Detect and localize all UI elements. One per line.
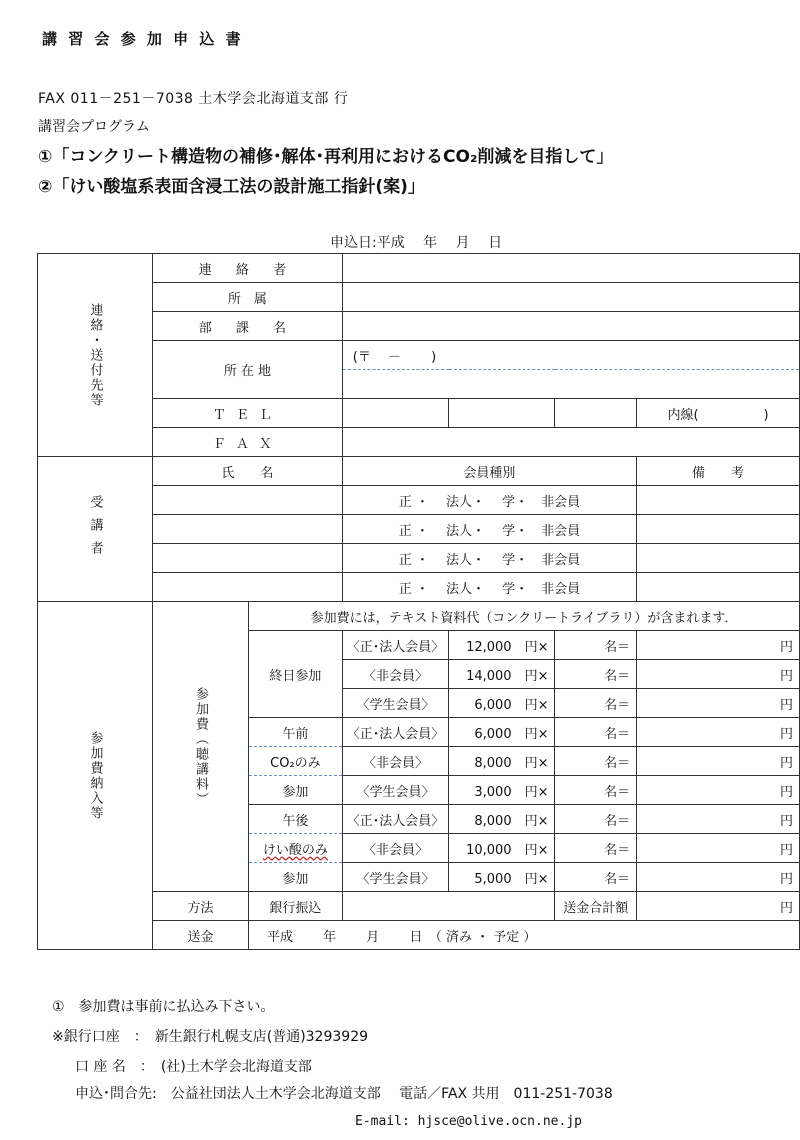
attendee-count-field[interactable]: 名＝ [555, 660, 637, 689]
remarks-field[interactable] [637, 544, 800, 573]
contact-person-field[interactable] [342, 254, 799, 283]
member-type-options[interactable]: 正 ・ 法人・ 学・ 非会員 [342, 544, 636, 573]
attendee-count-field[interactable]: 名＝ [555, 776, 637, 805]
postal-code-field[interactable] [342, 341, 799, 370]
tel-field-1[interactable] [342, 399, 449, 428]
attendees-section-label: 受講者 [38, 457, 153, 602]
fee-type: 〈学生会員〉 [342, 863, 449, 892]
fax-field[interactable] [342, 428, 799, 457]
fax-destination: FAX 011－251－7038 土木学会北海道支部 行 [38, 91, 349, 107]
remarks-field[interactable] [637, 486, 800, 515]
application-form-table [37, 253, 800, 950]
attendee-count-field[interactable]: 名＝ [555, 718, 637, 747]
fee-price: 14,000 円× [449, 660, 555, 689]
account-name: 口 座 名 ： (社)土木学会北海道支部 [75, 1059, 312, 1075]
subtotal-field[interactable]: 円 [637, 776, 800, 805]
subtotal-field[interactable]: 円 [637, 805, 800, 834]
contact-person-label: 連 絡 者 [153, 254, 343, 283]
fee-price: 8,000 円× [449, 805, 555, 834]
member-type-options[interactable]: 正 ・ 法人・ 学・ 非会員 [342, 573, 636, 602]
tel-field-2[interactable] [449, 399, 555, 428]
attendee-name-field[interactable] [153, 515, 343, 544]
total-amount-field[interactable]: 円 [637, 892, 800, 921]
remarks-field[interactable] [637, 573, 800, 602]
remarks-field[interactable] [637, 515, 800, 544]
attendee-count-field[interactable]: 名＝ [555, 863, 637, 892]
subtotal-field[interactable]: 円 [637, 718, 800, 747]
member-type-options[interactable]: 正 ・ 法人・ 学・ 非会員 [342, 515, 636, 544]
member-type-options[interactable]: 正 ・ 法人・ 学・ 非会員 [342, 486, 636, 515]
group-label-pm-silicate: けい酸のみ [249, 834, 343, 863]
subtotal-field[interactable]: 円 [637, 863, 800, 892]
name-header: 氏 名 [153, 457, 343, 486]
contact-section-label: 連絡・送付先等 [38, 254, 153, 457]
fee-type: 〈非会員〉 [342, 747, 449, 776]
affiliation-field[interactable] [342, 283, 799, 312]
member-type-header: 会員種別 [342, 457, 636, 486]
fee-type: 〈非会員〉 [342, 660, 449, 689]
group-label-pm: 午後 [249, 805, 343, 834]
fee-price: 8,000 円× [449, 747, 555, 776]
subtotal-field[interactable]: 円 [637, 834, 800, 863]
attendee-count-field[interactable]: 名＝ [555, 805, 637, 834]
fee-type: 〈正･法人会員〉 [342, 718, 449, 747]
attendee-name-field[interactable] [153, 486, 343, 515]
method-label: 方法 [153, 892, 249, 921]
group-label-am: 午前 [249, 718, 343, 747]
total-label: 送金合計額 [555, 892, 637, 921]
department-label: 部 課 名 [153, 312, 343, 341]
department-field[interactable] [342, 312, 799, 341]
extension-field[interactable]: 内線( ) [637, 399, 800, 428]
remit-label: 送金 [153, 921, 249, 950]
fee-price: 10,000 円× [449, 834, 555, 863]
affiliation-label: 所 属 [153, 283, 343, 312]
fee-type: 〈学生会員〉 [342, 776, 449, 805]
fee-price: 6,000 円× [449, 689, 555, 718]
fee-note: 参加費には，テキスト資料代（コンクリートライブラリ）が含まれます． [249, 602, 800, 631]
inquiry-contact: 申込･問合先: 公益社団法人土木学会北海道支部 電話／FAX 共用 011-251-7038 [75, 1086, 613, 1102]
application-date: 申込日:平成 年 月 日 [330, 235, 503, 251]
method-extra-field[interactable] [342, 892, 555, 921]
program-item-1: ①「コンクリート構造物の補修･解体･再利用におけるCO₂削減を目指して」 [38, 147, 614, 167]
group-label-am-join: 参加 [249, 776, 343, 805]
attendee-count-field[interactable]: 名＝ [555, 631, 637, 660]
group-label-full-day: 終日参加 [249, 631, 343, 718]
fee-type: 〈非会員〉 [342, 834, 449, 863]
fee-type: 〈正･法人会員〉 [342, 631, 449, 660]
fees-section-label: 参加費納入等 [38, 602, 153, 950]
fax-label: ＦＡＸ [153, 428, 343, 457]
subtotal-field[interactable]: 円 [637, 747, 800, 776]
attendee-count-field[interactable]: 名＝ [555, 689, 637, 718]
attendee-count-field[interactable]: 名＝ [555, 747, 637, 776]
address-label: 所 在 地 [153, 341, 343, 399]
fee-price: 5,000 円× [449, 863, 555, 892]
fee-price: 12,000 円× [449, 631, 555, 660]
group-label-pm-join: 参加 [249, 863, 343, 892]
bank-account: ※銀行口座 ： 新生銀行札幌支店(普通)3293929 [52, 1029, 369, 1045]
program-item-2: ②「けい酸塩系表面含浸工法の設計施工指針(案)」 [38, 177, 425, 197]
remarks-header: 備 考 [637, 457, 800, 486]
attendee-count-field[interactable]: 名＝ [555, 834, 637, 863]
email-address: E-mail: hjsce@olive.ocn.ne.jp [355, 1114, 582, 1129]
subtotal-field[interactable]: 円 [637, 631, 800, 660]
fee-type: 〈学生会員〉 [342, 689, 449, 718]
fee-price: 6,000 円× [449, 718, 555, 747]
form-title: 講 習 会 参 加 申 込 書 [42, 30, 244, 48]
remit-date-field[interactable]: 平成 年 月 日 （ 済み ・ 予定 ） [249, 921, 800, 950]
address-field[interactable] [342, 370, 799, 399]
fee-type: 〈正･法人会員〉 [342, 805, 449, 834]
tel-label: ＴＥＬ [153, 399, 343, 428]
program-label: 講習会プログラム [38, 119, 150, 135]
prepayment-note: ① 参加費は事前に払込み下さい。 [52, 999, 275, 1015]
method-value: 銀行振込 [249, 892, 343, 921]
fee-price: 3,000 円× [449, 776, 555, 805]
attendee-name-field[interactable] [153, 544, 343, 573]
group-label-am-co2: CO₂のみ [249, 747, 343, 776]
attendee-name-field[interactable] [153, 573, 343, 602]
subtotal-field[interactable]: 円 [637, 689, 800, 718]
tel-field-3[interactable] [555, 399, 637, 428]
postal-code-text: (〒 － ) [352, 349, 437, 365]
subtotal-field[interactable]: 円 [637, 660, 800, 689]
fee-label: 参加費（聴講料） [153, 602, 249, 892]
